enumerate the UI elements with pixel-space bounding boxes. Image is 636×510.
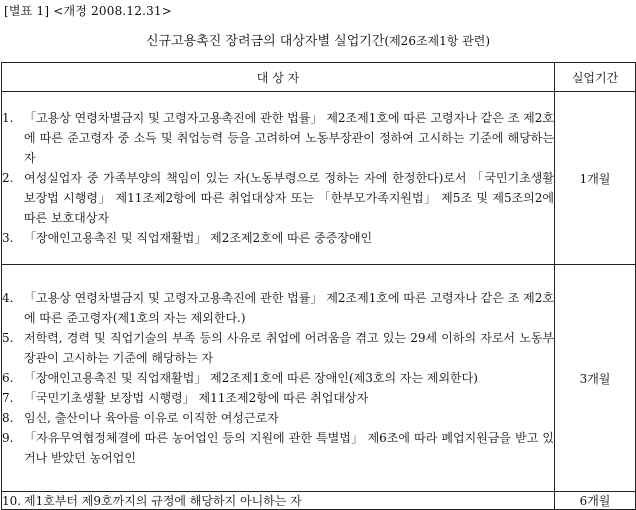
table-header-row	[2, 63, 636, 92]
list-item	[2, 428, 554, 468]
item-number: 7.	[2, 391, 14, 405]
period-cell: 1개월	[555, 92, 636, 265]
item-text: 여성실업자 중 가족부양의 책임이 있는 자(노동부령으로 정하는 자에 한정한다)로서 「국민기초생활 보장법 시행령」 제11조제2항에 따른 취업대상자 또는 「한부모가족지원법」 제5조 및 제5조의2에 따른 보호대상자	[24, 171, 554, 225]
list-item	[2, 388, 554, 408]
item-number: 9.	[2, 431, 14, 445]
item-number: 8.	[2, 411, 14, 425]
item-number: 10.	[2, 493, 22, 508]
list-item	[2, 408, 554, 428]
annex-label: [별표 1] <개정 2008.12.31>	[4, 4, 173, 18]
title-reference: (제26조제1항 관련)	[384, 34, 491, 48]
item-number: 6.	[2, 371, 14, 385]
item-number: 1.	[2, 111, 14, 125]
target-cell	[2, 92, 555, 265]
list-item	[2, 228, 554, 248]
target-cell	[2, 265, 555, 492]
item-text: 제1호부터 제9호까지의 규정에 해당하지 아니하는 자	[24, 493, 302, 508]
item-text: 「장애인고용촉진 및 직업재활법」 제2조제1호에 따른 장애인(제3호의 자는 제외한다)	[24, 371, 478, 385]
document-title	[0, 30, 636, 49]
item-text: 「고용상 연령차별금지 및 고령자고용촉진에 관한 법률」 제2조제1호에 따른 고령자나 같은 조 제2호에 따른 준고령자 중 소득 및 취업능력 등을 고려하여 노동부장관이 정하여 고시하는 기준에 해당하는 자	[24, 111, 554, 165]
item-number: 3.	[2, 231, 14, 245]
header-target: 대 상 자	[2, 63, 555, 92]
eligibility-table	[1, 62, 636, 510]
list-item	[2, 168, 554, 228]
period-cell: 6개월	[555, 492, 636, 510]
item-number: 4.	[2, 291, 14, 305]
item-text: 저학력, 경력 및 직업기술의 부족 등의 사유로 취업에 어려움을 겪고 있는 29세 이하의 자로서 노동부장관이 고시하는 기준에 해당하는 자	[24, 331, 554, 365]
table-row	[2, 492, 636, 510]
list-item	[2, 108, 554, 168]
table-row	[2, 92, 636, 265]
list-item	[2, 368, 554, 388]
list-item	[2, 493, 554, 509]
item-text: 「고용상 연령차별금지 및 고령자고용촉진에 관한 법률」 제2조제1호에 따른 고령자나 같은 조 제2호에 따른 준고령자(제1호의 자는 제외한다.)	[24, 291, 554, 325]
item-text: 임신, 출산이나 육아를 이유로 이직한 여성근로자	[24, 411, 279, 425]
item-text: 「자유무역협정체결에 따른 농어업인 등의 지원에 관한 특별법」 제6조에 따라 폐업지원금을 받고 있거나 받았던 농어업인	[24, 431, 554, 465]
header-period: 실업기간	[555, 63, 636, 92]
period-cell: 3개월	[555, 265, 636, 492]
item-number: 5.	[2, 331, 14, 345]
list-item	[2, 288, 554, 328]
item-text: 「장애인고용촉진 및 직업재활법」 제2조제2호에 따른 중증장애인	[24, 231, 373, 245]
title-main: 신규고용촉진 장려금의 대상자별 실업기간	[145, 34, 385, 49]
target-cell	[2, 492, 555, 510]
item-text: 「국민기초생활 보장법 시행령」 제11조제2항에 따른 취업대상자	[24, 391, 369, 405]
table-row	[2, 265, 636, 492]
item-number: 2.	[2, 171, 14, 185]
list-item	[2, 328, 554, 368]
